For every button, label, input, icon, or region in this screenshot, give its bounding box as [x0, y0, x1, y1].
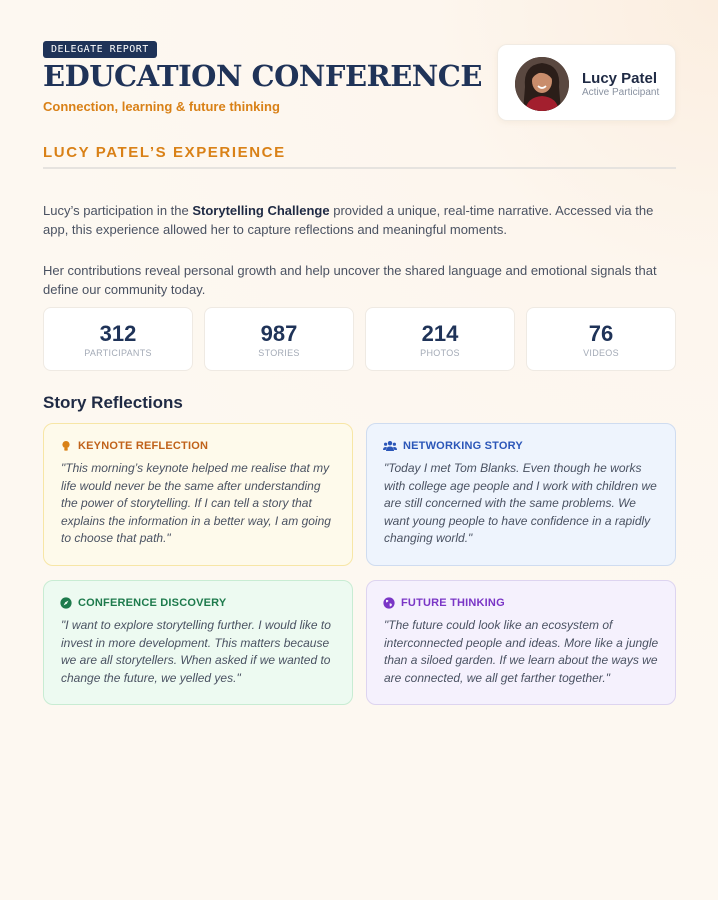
summary-paragraph: Her contributions reveal personal growth and help uncover the shared language and emotional signals that define our community today.: [43, 263, 657, 297]
report-page: [43, 41, 676, 685]
profile-role: Active Participant: [582, 87, 660, 98]
stat-videos: [526, 307, 676, 371]
challenge-name: Storytelling Challenge: [192, 203, 330, 218]
stat-value: 214: [421, 321, 459, 346]
stat-participants: [43, 307, 193, 371]
users-icon: [383, 440, 397, 452]
stat-value: 312: [99, 321, 137, 346]
report-header: [43, 41, 676, 123]
card-heading: CONFERENCE DISCOVERY: [78, 597, 227, 609]
page-subtitle: Connection, learning & future thinking: [43, 99, 280, 114]
reflections-title: Story Reflections: [43, 393, 183, 412]
card-quote: "Today I met Tom Blanks. Even though he works with college age people and I work with children we are still concerned with the same problems. We want young people to have confidence in a rapidly changing world.": [384, 461, 657, 545]
stat-photos: [365, 307, 515, 371]
stat-label: VIDEOS: [583, 348, 619, 358]
report-badge: DELEGATE REPORT: [43, 41, 157, 58]
reflection-card-future: [366, 580, 676, 705]
card-quote: "I want to explore storytelling further. I would like to invest in more development. This matters because we are all storytellers. When asked if we wanted to change the future, we yelled yes.": [61, 618, 331, 685]
card-quote: "The future could look like an ecosystem of interconnected people and ideas. More like a jungle than a siloed garden. If we learn about the ways we are connected, we all get farther together.": [384, 618, 659, 685]
avatar: [515, 57, 569, 111]
stat-value: 987: [260, 321, 298, 346]
section-divider: [43, 167, 676, 169]
compass-icon: [60, 597, 72, 609]
page-title: EDUCATION CONFERENCE: [43, 59, 482, 93]
intro-paragraph: Lucy’s participation in the Storytelling Challenge provided a unique, real-time narrative. Accessed via the app, this experience allowed her to capture reflections and meaningful moments.: [43, 203, 654, 237]
reflection-card-discovery: [43, 580, 353, 705]
stat-label: PARTICIPANTS: [84, 348, 152, 358]
stat-stories: [204, 307, 354, 371]
profile-card: [497, 44, 676, 121]
globe-icon: [383, 597, 395, 609]
stat-label: STORIES: [258, 348, 300, 358]
profile-name: Lucy Patel: [582, 70, 658, 87]
card-heading: NETWORKING STORY: [403, 440, 523, 452]
stat-value: 76: [588, 321, 614, 346]
reflection-card-keynote: [43, 423, 353, 566]
lightbulb-icon: [60, 440, 72, 452]
section-heading: LUCY PATEL’S EXPERIENCE: [43, 144, 286, 161]
card-quote: "This morning’s keynote helped me realise that my life would never be the same after understanding the power of storytelling. If I can tell a story that explains the information in a better way, I am going to choose that path.": [61, 461, 331, 545]
stats-row: [43, 307, 676, 371]
reflection-card-networking: [366, 423, 676, 566]
card-heading: KEYNOTE REFLECTION: [78, 440, 209, 452]
card-heading: FUTURE THINKING: [401, 597, 505, 609]
stat-label: PHOTOS: [420, 348, 460, 358]
